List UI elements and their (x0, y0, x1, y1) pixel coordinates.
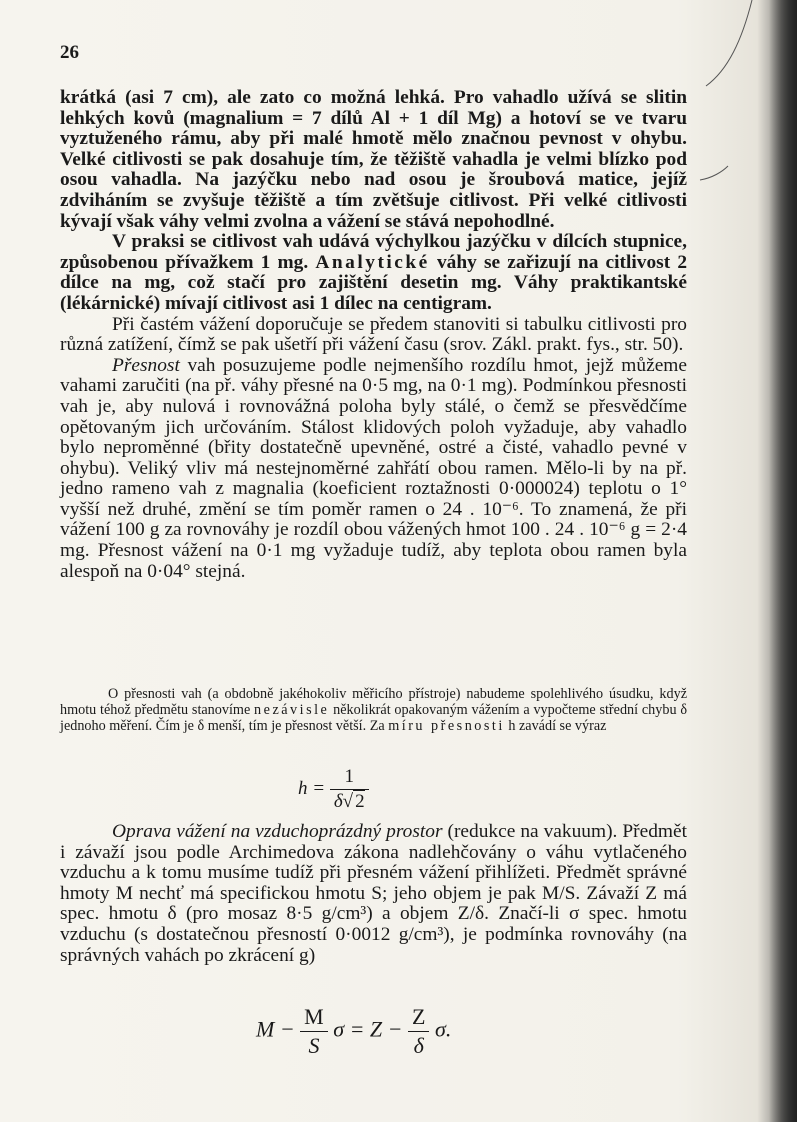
formula2-mid: σ = Z − (333, 1016, 403, 1042)
paragraph-precision (60, 356, 687, 583)
vacuum-correction-term: Oprava vážení na vzduchoprázdný prostor (112, 821, 443, 842)
formula2-fraction-ms (300, 1004, 328, 1059)
formula2-fraction-zd (408, 1004, 429, 1059)
note-text-c: h zavádí se výraz (508, 718, 607, 735)
formula1-numerator: 1 (330, 766, 369, 790)
page-number: 26 (60, 42, 79, 63)
precision-note (60, 686, 687, 735)
body-text-top (60, 88, 687, 582)
note-measure-term: míru přesnosti (388, 718, 505, 735)
vacuum-correction-text: (redukce na vakuum). Předmět i závaží jsou podle Archimedova zákona nadlehčovány o váhu vytlačeného vzduchu a k tomu musíme tudíž při přesném vážení přihlížeti. Předmět správné hmoty M nechť má specifickou hmotu S; jeho objem je pak M/S. Závaží Z má spec. hmotu δ (pro mosaz 8·5 g/cm³) a objem Z/δ. Značí-li σ spec. hmotu vzduchu (s dostatečnou přesností 0·0012 g/cm³), je podmínka rovnováhy (na správných vahách po zkrácení g) (60, 821, 687, 966)
note-text-a: O přesnosti vah (a obdobně jakéhokoliv měřicího přístroje) nabudeme spolehlivého úsudku, když hmotu téhož předmětu stanovíme (60, 686, 687, 719)
sensitivity-text-b: váhy se zařizují na citlivost 2 dílce na mg, což stačí pro zajištění desetin mg. Váhy praktikantské (lékárnické) mívají citlivost asi 1 dílec na centigram. (60, 251, 688, 314)
formula2-m: M − (256, 1016, 295, 1042)
formula1-fraction (330, 766, 369, 813)
formula2-end: σ. (434, 1016, 452, 1042)
body-text-bottom (60, 822, 687, 966)
sensitivity-text-a: V praksi se citlivost vah udává výchylkou jazýčku v dílcích stupnice, způsobenou přívažkem 1 mg. (60, 231, 687, 273)
paragraph-sensitivity-table: Při častém vážení doporučuje se předem stanoviti si tabulku citlivosti pro různá zatížení, čímž se pak ušetří při vážení času (srov. Zákl. prakt. fys., str. 50). (60, 313, 687, 356)
formula1-denominator: δ√ 2 (333, 791, 365, 812)
formula1-lhs: h = (298, 777, 326, 799)
formula2-num-m: M (300, 1004, 328, 1032)
analytical-term: Analytické (315, 251, 430, 273)
formula1-delta: δ (333, 791, 343, 812)
precision-term: Přesnost (112, 354, 180, 376)
formula1-sqrt-two: 2 (355, 791, 365, 812)
book-binding-shadow (769, 0, 797, 1122)
note-independent-term: nezávisle (254, 702, 330, 719)
formula-equilibrium (256, 1004, 451, 1059)
precision-text: vah posuzujeme podle nejmenšího rozdílu hmot, jejž můžeme vahami zaručiti (na př. váhy přesné na 0·5 mg, na 0·1 mg). Podmínkou přesnosti vah je, aby nulová i rovnovážná poloha byly stálé, o čemž se přesvědčíme opětovaným jich určováním. Stálost klidových poloh vyžaduje, aby vahadlo bylo neproměnné (břity dostatečně upevněné, ostré a čisté, vahadlo pevné v ohybu). Veliký vliv má nestejnoměrné zahřátí obou ramen. Mělo-li by na př. jedno rameno vah z magnalia (koeficient roztažnosti 0·000024) teplotu o 1° vyšší než druhé, změní se tím poměr ramen o 24 . 10⁻⁶. To znamená, že při vážení 100 g za rovnováhy je rozdíl obou vážených hmot 100 . 24 . 10⁻⁶ g = 2·4 mg. Přesnost vážení na 0·1 mg vyžaduje tudíž, aby teplota obou ramen byla alespoň na 0·04° stejná. (60, 354, 687, 582)
formula2-num-z: Z (408, 1004, 429, 1032)
formula2-den-s: S (308, 1033, 320, 1058)
paragraph-sensitivity (60, 232, 687, 314)
note-text-b: několikrát opakovaným vážením a vypočteme střední chybu δ jednoho měření. Čím je δ menší, tím je přesnost větší. Za (60, 702, 688, 735)
footnote-block (60, 686, 687, 735)
formula2-den-delta: δ (413, 1033, 424, 1058)
formula-precision-measure (298, 766, 369, 813)
paragraph-vacuum-correction (60, 822, 687, 966)
paragraph-balance-beam: krátká (asi 7 cm), ale zato co možná lehká. Pro vahadlo užívá se slitin lehkých kovů (magnalium = 7 dílů Al + 1 díl Mg) a hotoví se ve tvaru vyztuženého rámu, aby při malé hmotě mělo značnou pevnost v ohybu. Velké citlivosti se pak dosahuje tím, že těžiště vahadla je velmi blízko pod osou vahadla. Na jazýčku nebo nad osou je šroubová matice, jejíž zdviháním se zvyšuje těžiště a tím zvětšuje citlivost. Při velké citlivosti kývají však váhy velmi zvolna a vážení se stává nepohodlné. (60, 87, 687, 232)
